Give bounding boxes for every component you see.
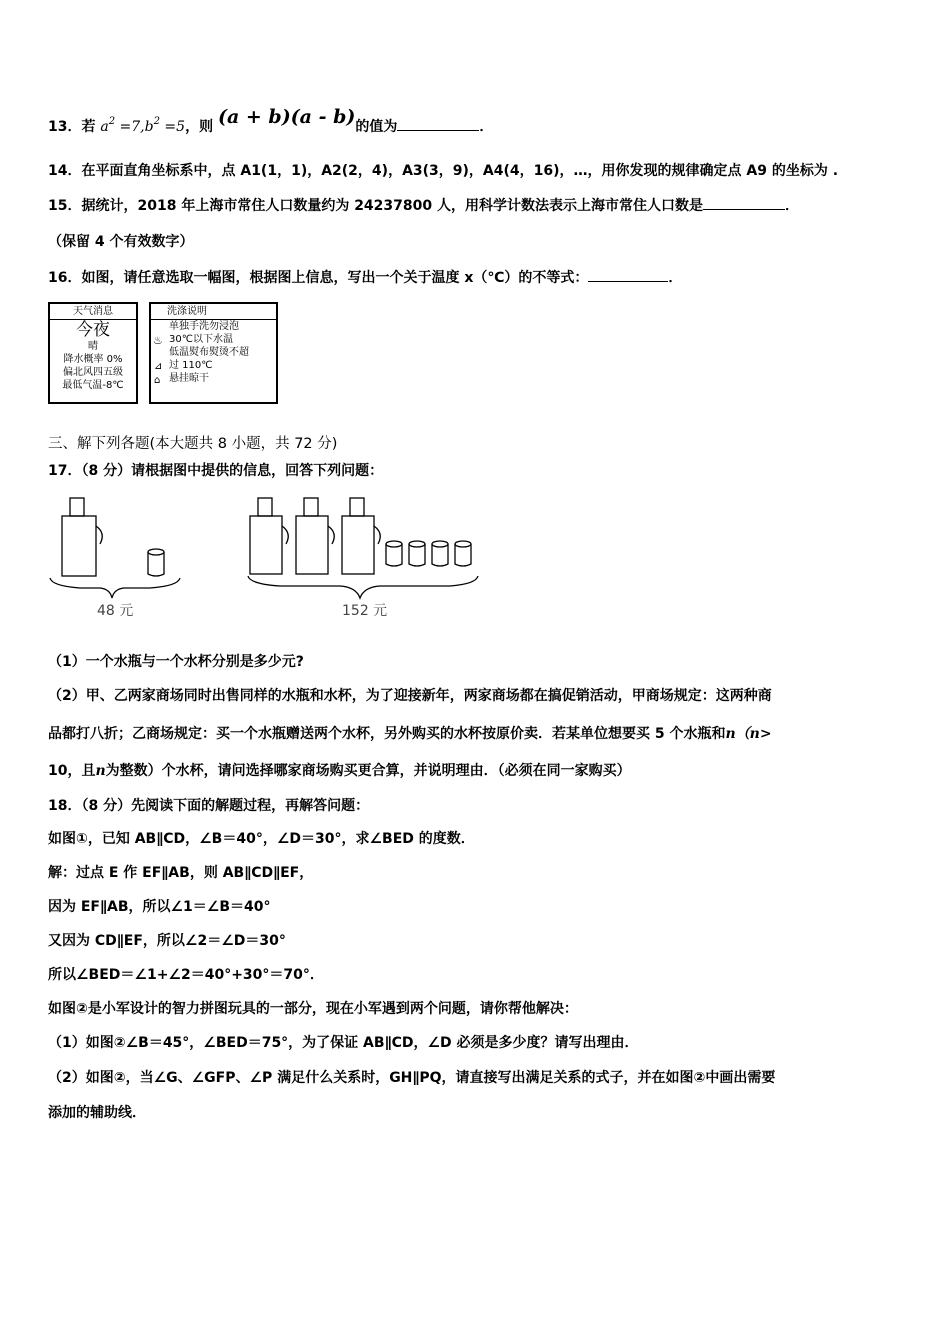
- question-17-title: 17．（8 分）请根据图中提供的信息，回答下列问题：: [48, 463, 384, 479]
- bottle-icon: [62, 498, 102, 576]
- section-3-heading: 三、解下列各题(本大题共 8 小题，共 72 分): [48, 436, 338, 452]
- q13-expression: (a + b)(a - b): [217, 106, 356, 128]
- bottle-icon: [250, 498, 288, 574]
- weather-line: 偏北风四五级: [63, 367, 123, 378]
- brace-right: [248, 576, 478, 598]
- cup-icon: [432, 541, 448, 566]
- hang-dry-icon: ⌂: [154, 375, 161, 386]
- price-label-1: 48 元: [97, 603, 134, 619]
- q17-p2c-2: 为整数）个水杯，请问选择哪家商场购买更合算，并说明理由．（必须在同一家购买）: [105, 763, 631, 779]
- q13-end: ．: [479, 119, 494, 135]
- washing-line: 悬挂晾干: [169, 373, 209, 384]
- washing-header: 洗涤说明: [151, 304, 276, 320]
- washing-line: 单独手洗勿浸泡: [169, 321, 239, 332]
- q13-a-exp: 2: [108, 116, 116, 127]
- question-14: 14．在平面直角坐标系中，点 A1(1，1)，A2(2，4)，A3(3，9)，A4(4，16)，…，用你发现的规律确定点 A9 的坐标为 .: [48, 163, 839, 179]
- washing-info-box: [149, 302, 278, 404]
- q18-line: 如图②是小军设计的智力拼图玩具的一部分，现在小军遇到两个问题，请你帮他解决：: [48, 1001, 578, 1017]
- iron-icon: ⊿: [154, 361, 163, 372]
- q18-line: 解：过点 E 作 EF∥AB，则 AB∥CD∥EF，: [48, 865, 314, 881]
- q18-part-2-line-1: （2）如图②，当∠G、∠GFP、∠P 满足什么关系时，GH∥PQ，请直接写出满足关系的式子，并在如图②中画出需要: [48, 1070, 776, 1086]
- weather-header: 天气消息: [50, 304, 136, 320]
- price-label-2: 152 元: [342, 603, 388, 619]
- q18-part-1: （1）如图②∠B＝45°，∠BED＝75°，为了保证 AB∥CD，∠D 必须是多少度？请写出理由．: [48, 1035, 639, 1051]
- bottle-icon: [342, 498, 380, 574]
- q15-end: ．: [785, 198, 799, 214]
- q17-p2b-text: 品都打八折；乙商场规定：买一个水瓶赠送两个水杯，另外购买的水杯按原价卖．若某单位想要买 5 个水瓶和: [48, 726, 726, 742]
- q17-part-2-line-1: （2）甲、乙两家商场同时出售同样的水瓶和水杯，为了迎接新年，两家商场都在搞促销活动，甲商场规定：这两种商: [48, 688, 772, 704]
- q13-a: a: [100, 119, 109, 135]
- q13-eq2: =5: [159, 119, 186, 135]
- q13-number: 13．若: [48, 119, 96, 135]
- weather-title: 今夜: [76, 320, 110, 340]
- q17-part-1: （1）一个水瓶与一个水杯分别是多少元?: [48, 654, 304, 670]
- q15-answer-blank[interactable]: [703, 195, 785, 210]
- handwash-icon: ♨: [153, 334, 163, 347]
- q18-line: 又因为 CD∥EF，所以∠2＝∠D＝30°: [48, 933, 286, 949]
- q17-p2c-1: 10，且: [48, 763, 96, 779]
- q13-b-exp: 2: [153, 116, 160, 127]
- q15-text: 15．据统计，2018 年上海市常住人口数量约为 24237800 人，用科学计数法表示上海市常住人口数是: [48, 198, 703, 214]
- q13-then: ，则: [185, 119, 214, 135]
- q16-answer-blank[interactable]: [588, 267, 668, 282]
- q17-p2c-n: n: [95, 763, 106, 779]
- q15-note: （保留 4 个有效数字）: [48, 234, 194, 250]
- bottle-icon: [296, 498, 334, 574]
- q16-end: ．: [668, 270, 683, 286]
- cup-icon: [386, 541, 402, 566]
- weather-line: 最低气温-8℃: [62, 380, 124, 391]
- q13-answer-blank[interactable]: [397, 116, 479, 131]
- question-13: [48, 106, 494, 137]
- washing-line: 30℃以下水温: [169, 334, 233, 345]
- q18-line: 如图①，已知 AB∥CD，∠B＝40°，∠D＝30°，求∠BED 的度数．: [48, 831, 475, 847]
- brace-left: [50, 578, 180, 598]
- cup-icon: [409, 541, 425, 566]
- q13-eq1: =7,: [115, 119, 145, 135]
- question-18-title: 18．（8 分）先阅读下面的解题过程，再解答问题：: [48, 798, 370, 814]
- weather-line: 晴: [88, 341, 98, 352]
- weather-info-box: [48, 302, 138, 404]
- question-15: [48, 195, 799, 216]
- washing-line: 低温熨布熨烫不超: [169, 347, 249, 358]
- q17-p2b-n: n（n>: [725, 726, 772, 742]
- q18-line: 因为 EF∥AB，所以∠1＝∠B＝40°: [48, 899, 271, 915]
- q17-part-2-line-3: [48, 761, 631, 781]
- q18-line: 所以∠BED＝∠1+∠2＝40°+30°＝70°．: [48, 967, 324, 983]
- weather-line: 降水概率 0%: [63, 354, 123, 365]
- cup-icon: [455, 541, 471, 566]
- q16-text: 16．如图，请任意选取一幅图，根据图上信息，写出一个关于温度 x（℃）的不等式：: [48, 270, 589, 286]
- q18-part-2-line-2: 添加的辅助线．: [48, 1105, 146, 1121]
- question-16: [48, 267, 682, 288]
- cup-icon: [148, 549, 164, 576]
- q17-part-2-line-2: [48, 724, 772, 744]
- washing-line: 过 110℃: [169, 360, 213, 371]
- q13-b: b: [144, 119, 154, 135]
- q13-tail: 的值为: [355, 119, 398, 135]
